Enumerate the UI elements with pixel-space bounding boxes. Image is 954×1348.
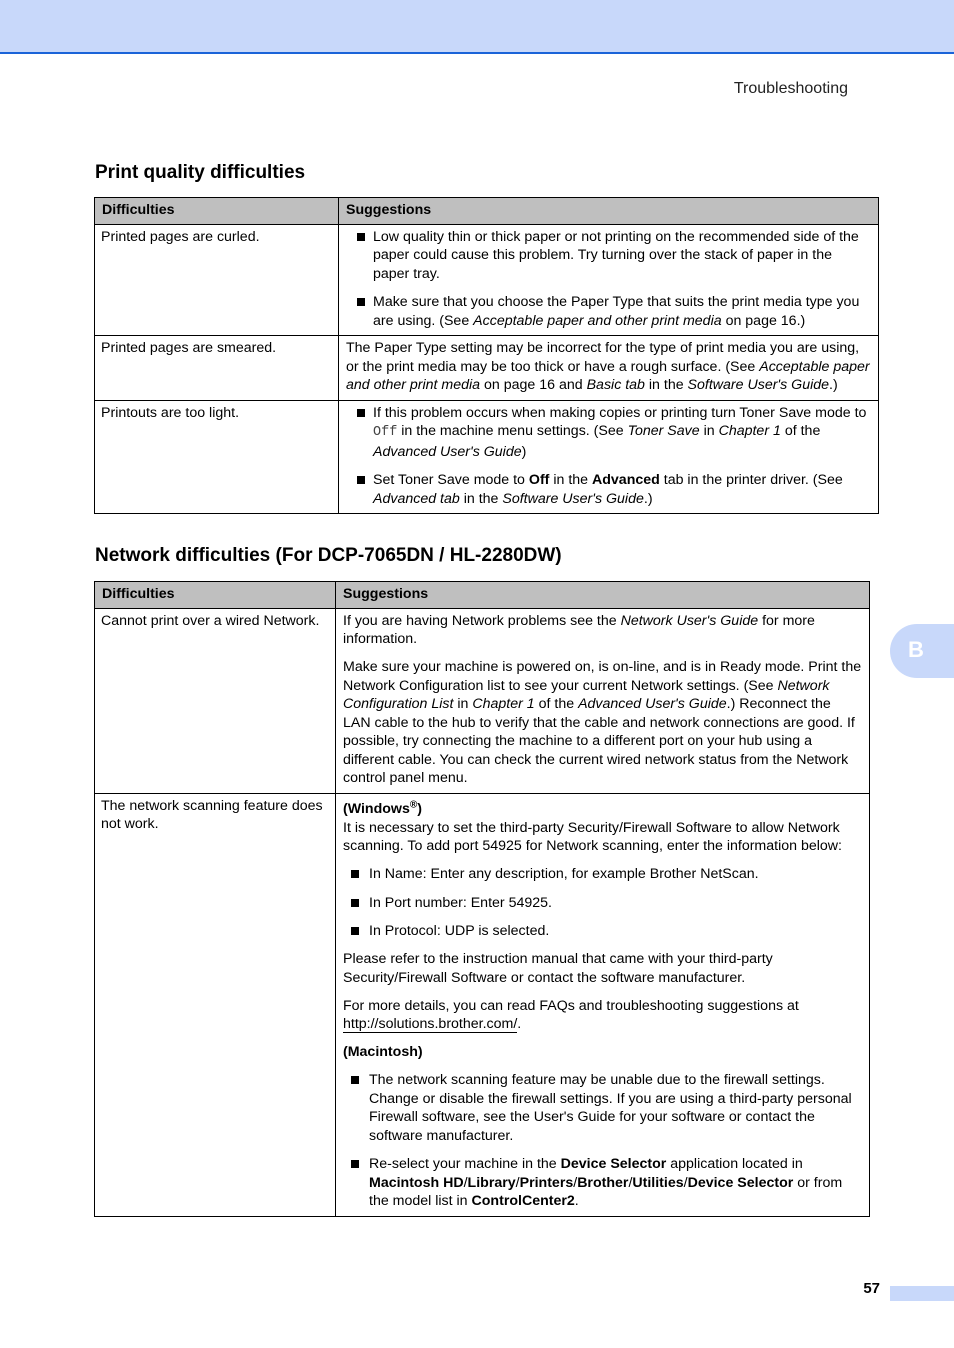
table-header-row [95, 198, 879, 225]
difficulty-cell: Printed pages are curled. [95, 224, 339, 336]
col-difficulties: Difficulties [95, 582, 336, 609]
difficulty-cell: Printed pages are smeared. [95, 336, 339, 401]
list-item: If this problem occurs when making copies or printing turn Toner Save mode to Off in the machine menu settings. (See Toner Save in Chapter 1 of the Advanced User's Guide) [347, 404, 871, 462]
list-item: In Name: Enter any description, for example Brother NetScan. [343, 865, 862, 884]
suggestion-cell [339, 400, 879, 514]
page-number-bar [890, 1286, 954, 1301]
network-table [94, 581, 870, 1217]
print-quality-table [94, 197, 879, 514]
suggestion-cell: The Paper Type setting may be incorrect for the type of print media you are using, or the print media may be too thick or have a rough surface. (See Acceptable paper and other print media on page 16 and Basic tab in the Software User's Guide.) [339, 336, 879, 401]
col-suggestions: Suggestions [336, 582, 870, 609]
solutions-link[interactable]: http://solutions.brother.com/ [343, 1016, 518, 1033]
print-quality-heading: Print quality difficulties [95, 162, 306, 183]
list-item: Set Toner Save mode to Off in the Advanced tab in the printer driver. (See Advanced tab in the Software User's Guide.) [347, 471, 871, 508]
col-difficulties: Difficulties [95, 198, 339, 225]
table-header-row [95, 582, 870, 609]
chapter-tab: B [890, 624, 954, 678]
table-row [95, 608, 870, 793]
difficulty-cell: The network scanning feature does not work. [95, 793, 336, 1216]
page-number: 57 [863, 1280, 880, 1297]
list-item: Low quality thin or thick paper or not printing on the recommended side of the paper could cause this problem. Try turning over the stack of paper in the paper tray. [347, 228, 871, 284]
list-item: In Port number: Enter 54925. [343, 894, 862, 913]
list-item: The network scanning feature may be unable due to the firewall settings. Change or disable the firewall settings. If you are using a third-party personal Firewall software, see the User's Guide for your software or contact the software manufacturer. [343, 1071, 862, 1145]
suggestion-cell [339, 224, 879, 336]
table-row [95, 793, 870, 1216]
list-item: Re-select your machine in the Device Selector application located in Macintosh HD/Library/Printers/Brother/Utilities/Device Selector or from the model list in ControlCenter2. [343, 1155, 862, 1211]
difficulty-cell: Cannot print over a wired Network. [95, 608, 336, 793]
network-heading: Network difficulties (For DCP-7065DN / HL-2280DW) [95, 545, 562, 566]
suggestion-cell: If you are having Network problems see the Network User's Guide for more information. Make sure your machine is powered on, is on-line, and is in Ready mode. Print the Network Configuration list to see your current Network settings. (See Network Configuration List in Chapter 1 of the Advanced User's Guide.) Reconnect the LAN cable to the hub to verify that the cable and network connections are good. If possible, try connecting the machine to a different port on your hub using a different cable. You can check the current wired network status from the Network control panel menu. [336, 608, 870, 793]
list-item: Make sure that you choose the Paper Type that suits the print media type you are using. (See Acceptable paper and other print media on page 16.) [347, 293, 871, 330]
header-bar [0, 0, 954, 54]
suggestion-cell: (Windows®) It is necessary to set the third-party Security/Firewall Software to allow Network scanning. To add port 54925 for Network scanning, enter the information below: In Name: Enter any description, for example Brother NetScan. In Port number: Enter 54925. In Protocol: UDP is selected. Please refer to the instruction manual that came with your third-party Security/Firewall Software or contact the software manufacturer. For more details, you can read FAQs and troubleshooting suggestions at http://solutions.brother.com/. (Macintosh) The network scanning feature may be unable due to the firewall settings. Change or disable the firewall settings. If you are using a third-party personal Firewall software, see the User's Guide for your software or contact the software manufacturer. Re-select your machine in the Device Selector application located in Macintosh HD/Library/Printers/Brother/Utilities/Device Selector or from the model list in ControlCenter2. [336, 793, 870, 1216]
table-row [95, 400, 879, 514]
table-row [95, 224, 879, 336]
table-row [95, 336, 879, 401]
difficulty-cell: Printouts are too light. [95, 400, 339, 514]
col-suggestions: Suggestions [339, 198, 879, 225]
list-item: In Protocol: UDP is selected. [343, 922, 862, 941]
section-title: Troubleshooting [733, 80, 848, 97]
